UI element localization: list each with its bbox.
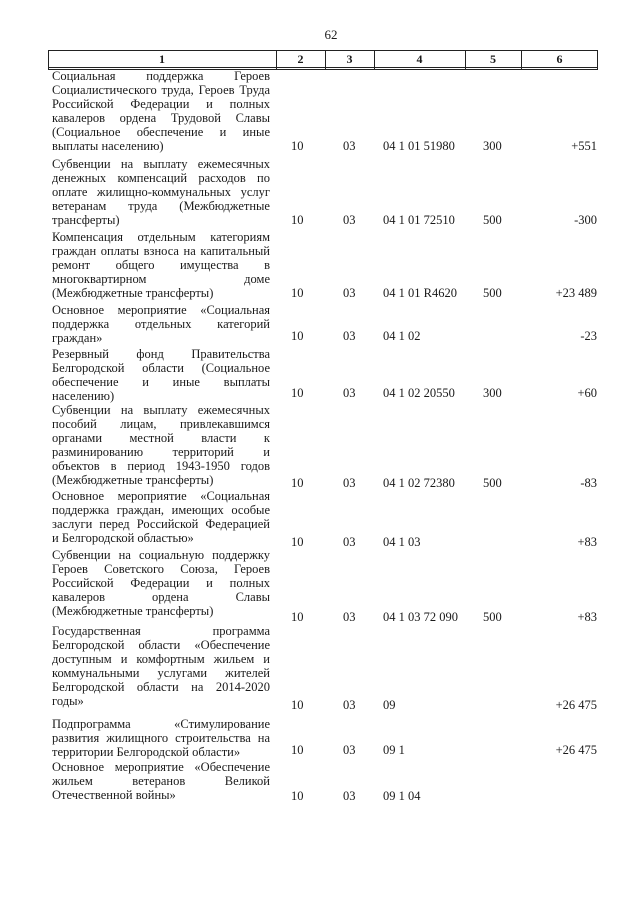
row-description-line: территории Белгородской области» bbox=[52, 745, 241, 759]
row-target-code: 04 1 02 72380 bbox=[383, 476, 455, 490]
row-description-line: кавалеров ордена Славы bbox=[52, 590, 270, 604]
row-description-line: заслуги перед Российской Федерацией bbox=[52, 517, 270, 531]
row-section: 10 bbox=[291, 476, 304, 490]
row-description bbox=[52, 760, 270, 802]
row-description-line: Государственная программа bbox=[52, 624, 270, 638]
row-description bbox=[52, 69, 270, 153]
row-description-line: Белгородской области (Социальное bbox=[52, 361, 270, 375]
row-description-line: поддержка граждан, имеющих особые bbox=[52, 503, 270, 517]
row-expense-type: 500 bbox=[483, 610, 502, 624]
row-description-line: Компенсация отдельным категориям bbox=[52, 230, 270, 244]
row-subsection: 03 bbox=[343, 139, 356, 153]
row-description-line: Отечественной войны» bbox=[52, 788, 176, 802]
header-col-1: 1 bbox=[159, 52, 165, 66]
row-amount: +26 475 bbox=[555, 698, 597, 712]
row-description bbox=[52, 303, 270, 345]
header-col-6: 6 bbox=[556, 52, 563, 66]
header-col-4: 4 bbox=[416, 52, 423, 66]
row-description-line: денежных компенсаций расходов по bbox=[52, 171, 270, 185]
row-description-line: обеспечение и иные выплаты bbox=[52, 375, 270, 389]
row-description-line: Социальная поддержка Героев bbox=[52, 69, 270, 83]
row-description-line: объектов в период 1943-1950 годов bbox=[52, 459, 270, 473]
row-description-line: граждан оплаты взноса на капитальный bbox=[52, 244, 270, 258]
row-description-line: (Межбюджетные трансферты) bbox=[52, 604, 214, 618]
row-description-line: граждан» bbox=[52, 331, 103, 345]
row-section: 10 bbox=[291, 535, 304, 549]
row-description-line: трансферты) bbox=[52, 213, 120, 227]
row-description-line: и Белгородской областью» bbox=[52, 531, 194, 545]
row-section: 10 bbox=[291, 286, 304, 300]
row-target-code: 09 1 04 bbox=[383, 789, 421, 803]
row-expense-type: 500 bbox=[483, 286, 502, 300]
row-expense-type: 300 bbox=[483, 386, 502, 400]
row-amount: -83 bbox=[580, 476, 597, 490]
row-description bbox=[52, 548, 270, 618]
page-number: 62 bbox=[324, 27, 338, 42]
row-description bbox=[52, 347, 270, 403]
row-expense-type: 500 bbox=[483, 476, 502, 490]
row-description-line: пособий лицам, привлекавшимся bbox=[52, 417, 270, 431]
row-section: 10 bbox=[291, 139, 304, 153]
row-description bbox=[52, 157, 270, 227]
row-target-code: 04 1 02 20550 bbox=[383, 386, 455, 400]
row-subsection: 03 bbox=[343, 476, 356, 490]
row-description-line: ветеранам труда (Межбюджетные bbox=[52, 199, 270, 213]
row-target-code: 04 1 01 R4620 bbox=[383, 286, 457, 300]
row-description-line: органами местной власти к bbox=[52, 431, 270, 445]
row-amount: +83 bbox=[577, 535, 597, 549]
row-description-line: Подпрограмма «Стимулирование bbox=[52, 717, 270, 731]
row-description-line: Белгородской области «Обеспечение bbox=[52, 638, 270, 652]
row-description-line: оплате жилищно-коммунальных услуг bbox=[52, 185, 270, 199]
row-subsection: 03 bbox=[343, 789, 356, 803]
row-description-line: Социалистического труда, Героев Труда bbox=[52, 83, 270, 97]
row-description bbox=[52, 230, 270, 300]
row-description bbox=[52, 717, 270, 759]
row-subsection: 03 bbox=[343, 743, 356, 757]
row-amount: +23 489 bbox=[555, 286, 597, 300]
row-subsection: 03 bbox=[343, 535, 356, 549]
row-description-line: поддержка отдельных категорий bbox=[52, 317, 270, 331]
row-description-line: разминированию территорий и bbox=[52, 445, 270, 459]
row-amount: +551 bbox=[571, 139, 597, 153]
row-description-line: выплаты населению) bbox=[52, 139, 164, 153]
row-description bbox=[52, 403, 270, 487]
row-section: 10 bbox=[291, 743, 304, 757]
row-section: 10 bbox=[291, 386, 304, 400]
row-description-line: Резервный фонд Правительства bbox=[52, 347, 270, 361]
row-subsection: 03 bbox=[343, 286, 356, 300]
row-description-line: Российской Федерации и полных bbox=[52, 97, 270, 111]
row-target-code: 04 1 02 bbox=[383, 329, 421, 343]
row-description-line: Субвенции на выплату ежемесячных bbox=[52, 157, 270, 171]
row-description-line: Российской Федерации и полных bbox=[52, 576, 270, 590]
header-col-5: 5 bbox=[490, 52, 496, 66]
row-description-line: Субвенции на выплату ежемесячных bbox=[52, 403, 270, 417]
row-subsection: 03 bbox=[343, 386, 356, 400]
header-col-2: 2 bbox=[297, 52, 304, 66]
row-description-line: населению) bbox=[52, 389, 115, 403]
row-subsection: 03 bbox=[343, 329, 356, 343]
row-description-line: доступным и комфортным жильем и bbox=[52, 652, 270, 666]
row-section: 10 bbox=[291, 698, 304, 712]
row-target-code: 09 bbox=[383, 698, 396, 712]
table-top-border bbox=[48, 50, 598, 51]
row-amount: +60 bbox=[577, 386, 597, 400]
row-description-line: коммунальными услугами жителей bbox=[52, 666, 270, 680]
row-amount: -23 bbox=[580, 329, 597, 343]
row-subsection: 03 bbox=[343, 213, 356, 227]
row-description-line: ремонт общего имущества в bbox=[52, 258, 270, 272]
header-col-3: 3 bbox=[346, 52, 353, 66]
row-target-code: 04 1 01 72510 bbox=[383, 213, 455, 227]
row-target-code: 04 1 01 51980 bbox=[383, 139, 455, 153]
row-target-code: 04 1 03 bbox=[383, 535, 421, 549]
row-description-line: (Межбюджетные трансферты) bbox=[52, 286, 214, 300]
row-description-line: Белгородской области на 2014-2020 bbox=[52, 680, 270, 694]
header-bottom-border bbox=[48, 67, 598, 68]
row-subsection: 03 bbox=[343, 610, 356, 624]
row-target-code: 04 1 03 72 090 bbox=[383, 610, 458, 624]
row-description bbox=[52, 624, 270, 708]
row-description-line: Основное мероприятие «Обеспечение bbox=[52, 760, 270, 774]
row-description-line: Основное мероприятие «Социальная bbox=[52, 489, 270, 503]
row-section: 10 bbox=[291, 329, 304, 343]
row-description-line: Героев Советского Союза, Героев bbox=[52, 562, 270, 576]
row-amount: +83 bbox=[577, 610, 597, 624]
row-description-line: жильем ветеранов Великой bbox=[52, 774, 270, 788]
row-expense-type: 300 bbox=[483, 139, 502, 153]
row-description-line: (Социальное обеспечение и иные bbox=[52, 125, 270, 139]
row-section: 10 bbox=[291, 789, 304, 803]
row-amount: -300 bbox=[574, 213, 597, 227]
row-amount: +26 475 bbox=[555, 743, 597, 757]
row-description bbox=[52, 489, 270, 545]
row-description-line: годы» bbox=[52, 694, 84, 708]
row-description-line: Основное мероприятие «Социальная bbox=[52, 303, 270, 317]
row-description-line: развития жилищного строительства на bbox=[52, 731, 270, 745]
row-subsection: 03 bbox=[343, 698, 356, 712]
row-expense-type: 500 bbox=[483, 213, 502, 227]
row-target-code: 09 1 bbox=[383, 743, 405, 757]
row-description-line: Субвенции на социальную поддержку bbox=[52, 548, 270, 562]
row-section: 10 bbox=[291, 610, 304, 624]
row-description-line: (Межбюджетные трансферты) bbox=[52, 473, 214, 487]
row-section: 10 bbox=[291, 213, 304, 227]
row-description-line: кавалеров ордена Трудовой Славы bbox=[52, 111, 270, 125]
row-description-line: многоквартирном доме bbox=[52, 272, 270, 286]
